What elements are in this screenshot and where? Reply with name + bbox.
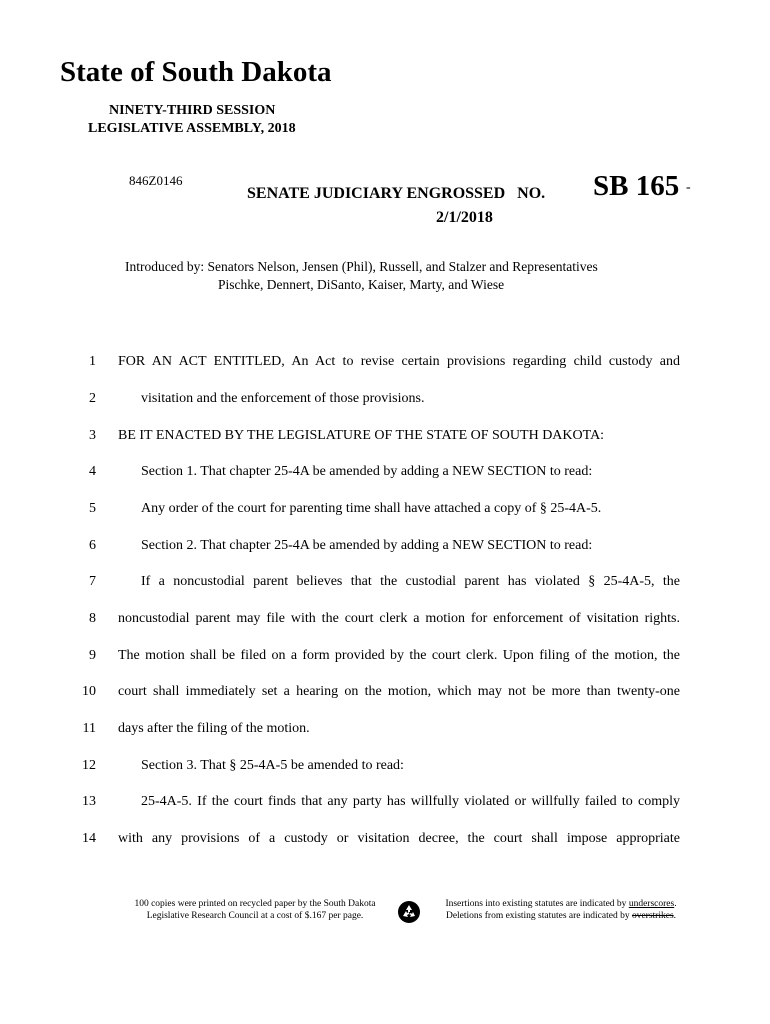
line-text: court shall immediately set a hearing on the motion, which may not be more than twenty-one: [118, 684, 680, 699]
line-text: Section 1. That chapter 25-4A be amended by adding a NEW SECTION to read:: [141, 464, 593, 479]
bill-line: [0, 758, 770, 778]
line-number: 6: [89, 538, 96, 553]
line-number: 11: [82, 721, 96, 736]
bill-line: [0, 538, 770, 558]
line-number: 1: [89, 354, 96, 369]
line-number: 5: [89, 501, 96, 516]
bill-dash: -: [686, 180, 691, 195]
line-text: FOR AN ACT ENTITLED, An Act to revise certain provisions regarding child custody and: [118, 354, 680, 369]
line-number: 13: [82, 794, 96, 809]
line-text: Any order of the court for parenting time shall have attached a copy of § 25-4A-5.: [141, 501, 602, 516]
line-number: 2: [89, 391, 96, 406]
line-number: 4: [89, 464, 96, 479]
line-text: The motion shall be filed on a form provided by the court clerk. Upon filing of the motion, the: [118, 648, 680, 663]
bill-line: [0, 831, 770, 851]
footer-legend: [426, 898, 696, 922]
line-text: 25-4A-5. If the court finds that any party has willfully violated or willfully failed to comply: [141, 794, 680, 809]
bill-code: 846Z0146: [129, 173, 183, 188]
footer-left-line-2: Legislative Research Council at a cost of $.167 per page.: [146, 911, 364, 921]
bill-line: [0, 428, 770, 448]
bill-line: [0, 648, 770, 668]
assembly-heading: LEGISLATIVE ASSEMBLY, 2018: [88, 121, 296, 136]
bill-line: [0, 721, 770, 741]
underscores-sample: underscores: [628, 899, 675, 909]
footer-left-line-1: 100 copies were printed on recycled paper by the South Dakota: [134, 899, 376, 909]
session-heading: NINETY-THIRD SESSION: [109, 103, 276, 118]
introduced-by-line-2: Pischke, Dennert, DiSanto, Kaiser, Marty, and Wiese: [218, 277, 505, 292]
bill-line: [0, 574, 770, 594]
bill-number: SB 165: [593, 170, 680, 202]
line-text: BE IT ENACTED BY THE LEGISLATURE OF THE STATE OF SOUTH DAKOTA:: [118, 428, 605, 443]
bill-date: 2/1/2018: [436, 209, 493, 226]
footer-printing-note: [119, 898, 391, 922]
bill-line: [0, 794, 770, 814]
engrossed-label: SENATE JUDICIARY ENGROSSED NO.: [247, 185, 546, 202]
bill-line: [0, 684, 770, 704]
recycle-icon: [397, 900, 421, 924]
line-text: Section 2. That chapter 25-4A be amended by adding a NEW SECTION to read:: [141, 538, 593, 553]
line-text: days after the filing of the motion.: [118, 721, 310, 736]
footer-legend-insertions: Insertions into existing statutes are indicated by underscores.: [445, 899, 677, 909]
line-text: Section 3. That § 25-4A-5 be amended to read:: [141, 758, 404, 773]
line-text: visitation and the enforcement of those provisions.: [141, 391, 425, 406]
line-number: 12: [82, 758, 96, 773]
line-number: 9: [89, 648, 96, 663]
line-number: 8: [89, 611, 96, 626]
bill-line: [0, 611, 770, 631]
line-number: 7: [89, 574, 96, 589]
footer-legend-deletions: Deletions from existing statutes are indicated by overstrikes.: [445, 911, 677, 921]
line-text: noncustodial parent may file with the court clerk a motion for enforcement of visitation rights.: [118, 611, 680, 626]
bill-line: [0, 354, 770, 374]
state-title: State of South Dakota: [60, 56, 332, 88]
line-text: If a noncustodial parent believes that the custodial parent has violated § 25-4A-5, the: [141, 574, 680, 589]
bill-line: [0, 501, 770, 521]
overstrikes-sample: overstrikes: [631, 911, 674, 921]
line-number: 14: [82, 831, 96, 846]
bill-line: [0, 464, 770, 484]
introduced-by-line-1: Introduced by: Senators Nelson, Jensen (Phil), Russell, and Stalzer and Representatives: [125, 259, 598, 274]
line-number: 10: [82, 684, 96, 699]
line-text: with any provisions of a custody or visitation decree, the court shall impose appropriate: [118, 831, 680, 846]
line-number: 3: [89, 428, 96, 443]
bill-line: [0, 391, 770, 411]
